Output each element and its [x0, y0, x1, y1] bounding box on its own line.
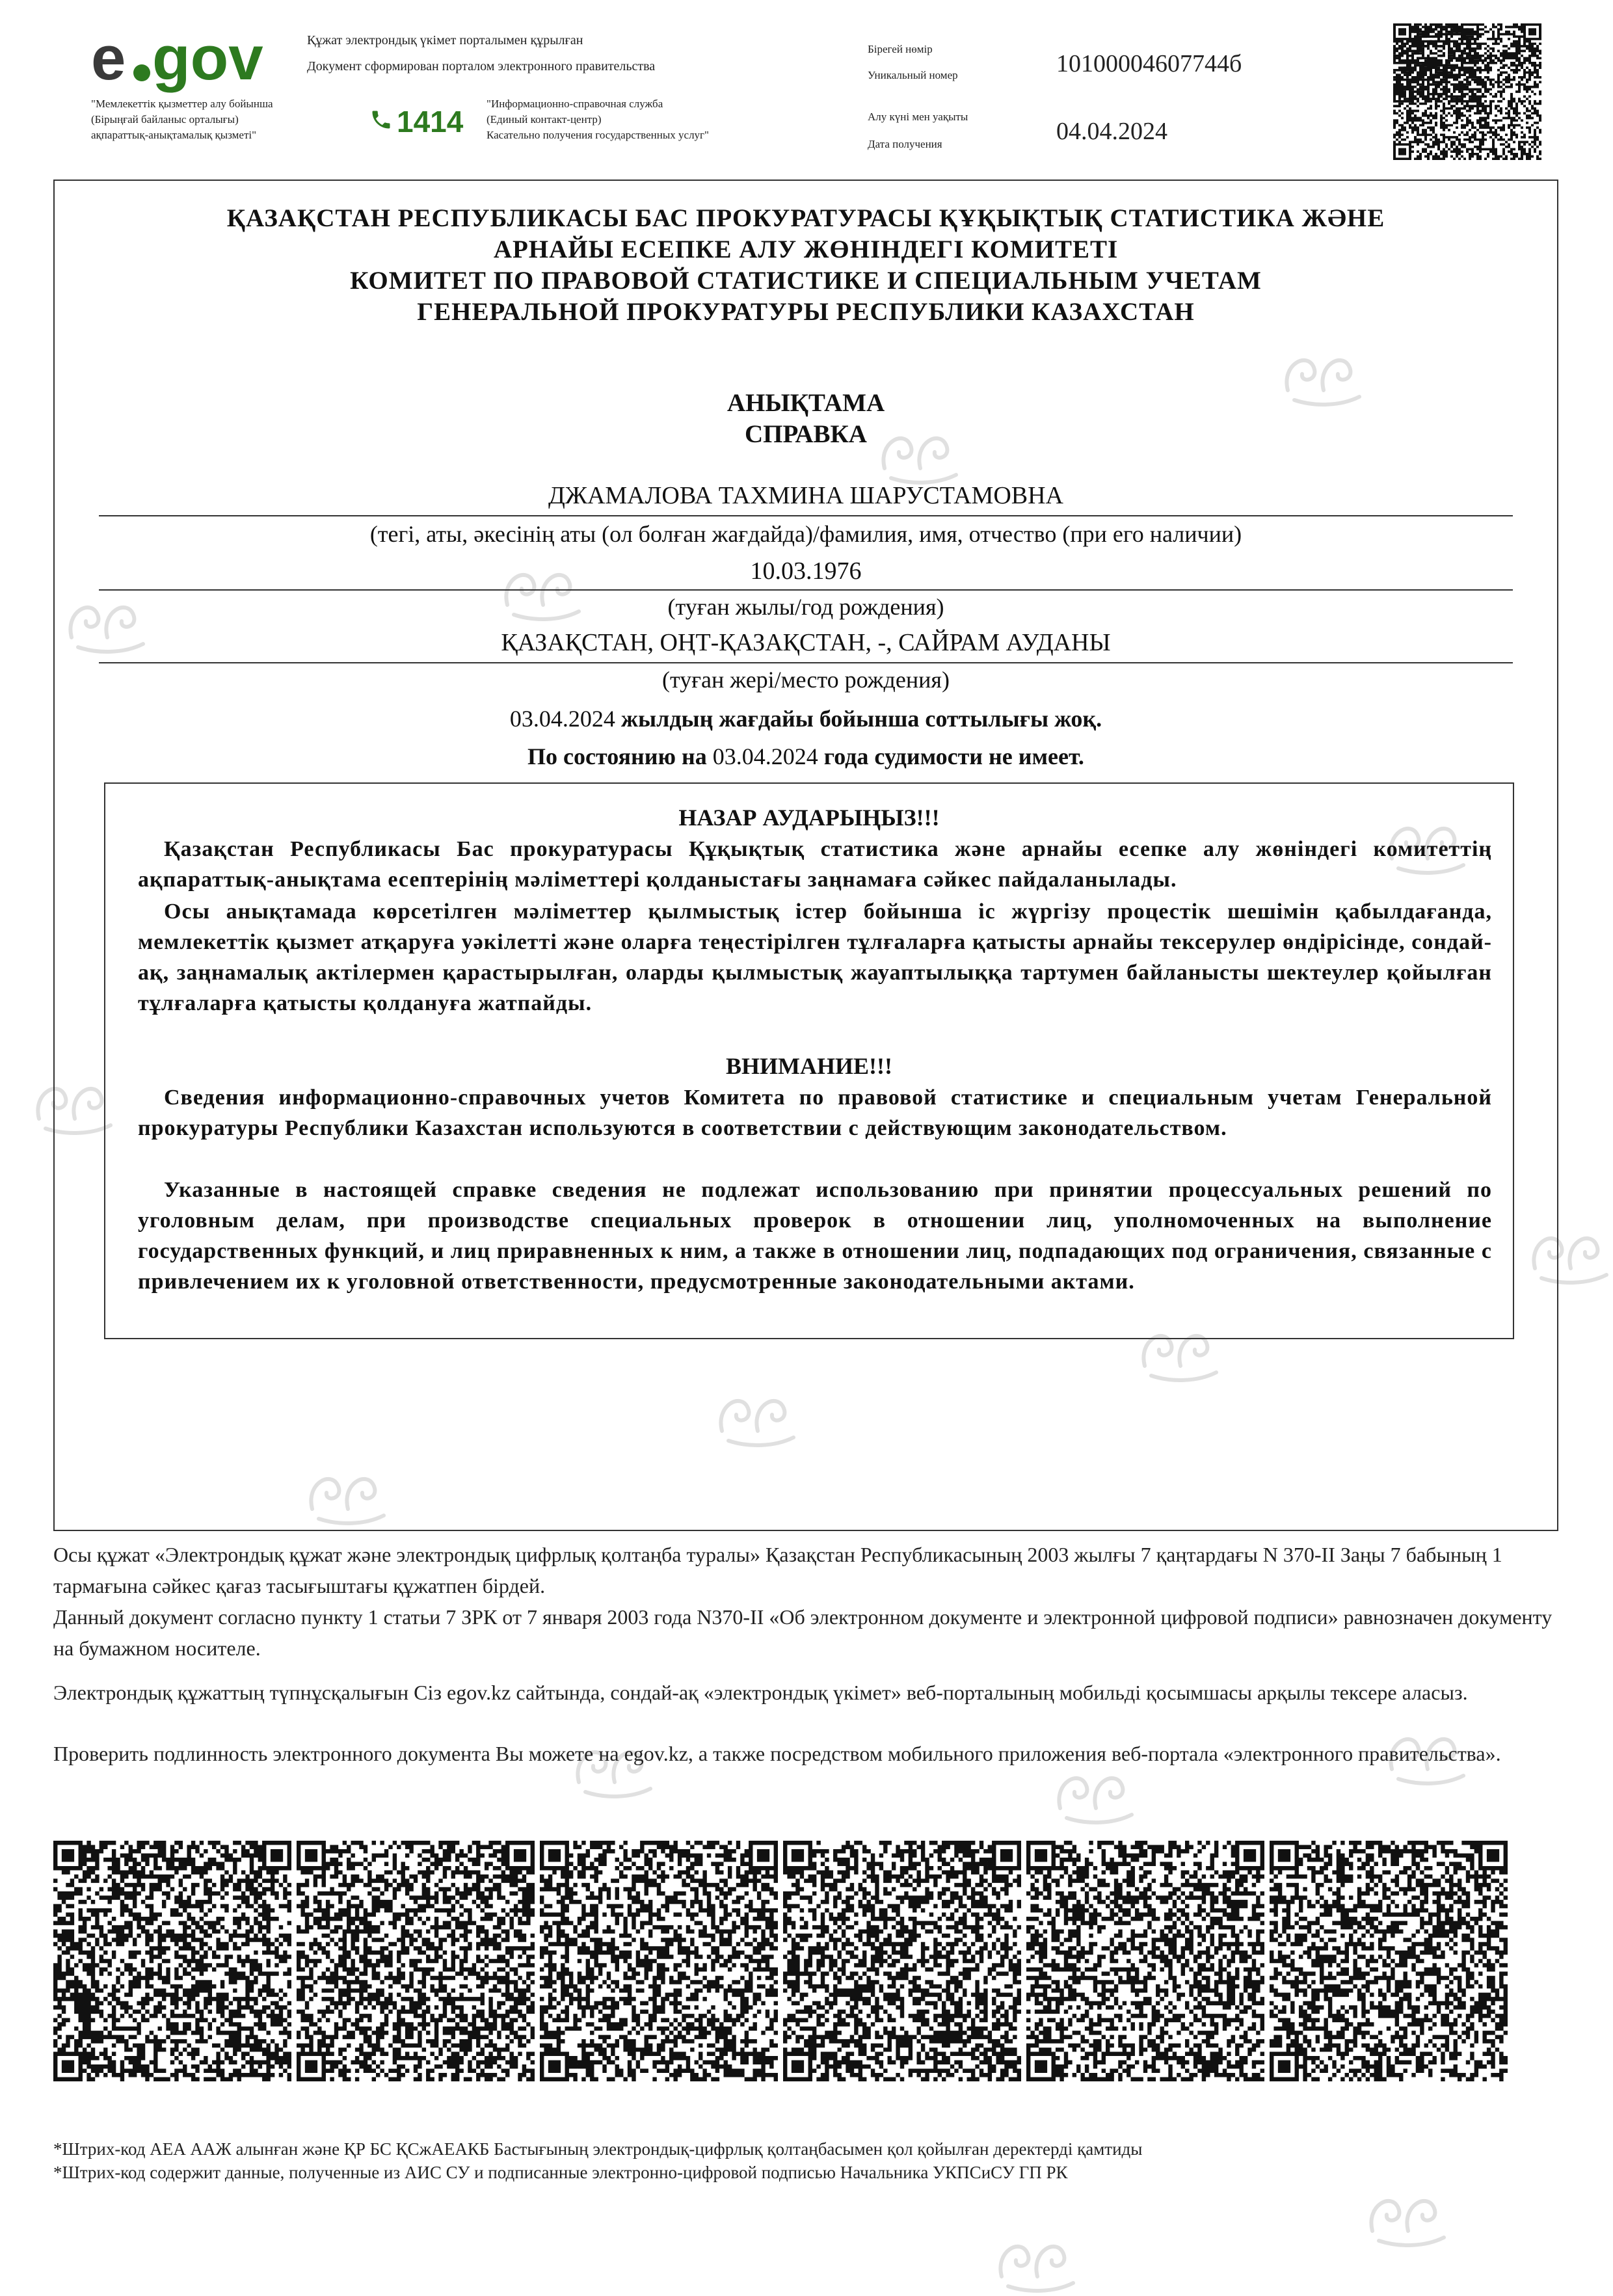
notice-heading-ru: ВНИМАНИЕ!!!: [726, 1053, 892, 1079]
phone-icon: [369, 108, 393, 131]
contact-center-ru-2: (Единый контакт-центр): [487, 113, 602, 126]
contact-center-ru-3: Касательно получения государственных услуг": [487, 129, 709, 141]
svg-text:e: e: [91, 23, 126, 93]
qr-code-1: [53, 1841, 291, 2081]
person-name-caption: (тегі, аты, әкесінің аты (ол болған жағдайда)/фамилия, имя, отчество (при его наличии): [369, 521, 1242, 547]
committee-title-2: АРНАЙЫ ЕСЕПКЕ АЛУ ЖӨНІНДЕГІ КОМИТЕТІ: [493, 235, 1119, 263]
verify-note-ru: Проверить подлинность электронного документа Вы можете на egov.kz, а также посредством мобильного приложения веб-портала «электронного правительства».: [53, 1742, 1501, 1765]
status-kk-text: жылдың жағдайы бойынша соттылығы жоқ.: [615, 706, 1102, 732]
contact-center-kk-1: "Мемлекеттік қызметтер алу бойынша: [91, 98, 273, 110]
uid-label-ru: Уникальный номер: [868, 69, 958, 81]
status-ru-prefix: По состоянию на: [527, 743, 713, 769]
doc-title-kk: АНЫҚТАМА: [727, 389, 885, 417]
birth-date: 10.03.1976: [750, 557, 862, 585]
watermark-ornament-icon: [1359, 2179, 1457, 2250]
contact-center-kk-3: ақпараттық-анықтамалық қызметі": [91, 129, 257, 141]
committee-title-4: ГЕНЕРАЛЬНОЙ ПРОКУРАТУРЫ РЕСПУБЛИКИ КАЗАХСТАН: [417, 298, 1195, 326]
watermark-ornament-icon: [989, 2224, 1086, 2296]
qr-code-3: [540, 1841, 778, 2081]
committee-title-3: КОМИТЕТ ПО ПРАВОВОЙ СТАТИСТИКЕ И СПЕЦИАЛЬНЫМ УЧЕТАМ: [350, 267, 1262, 295]
legal-note-kk: Осы құжат «Электрондық құжат және электрондық цифрлық қолтаңба туралы» Қазақстан Республикасының 2003 жылғы 7 қаңтардағы N 370-II Заңы 7 бабының 1 тармағына сәйкес қағаз тасығыштағы құжатпен бірдей.: [53, 1543, 1502, 1597]
egov-logo: [91, 20, 280, 98]
contact-phone: 1414: [397, 105, 464, 139]
date-label-ru: Дата получения: [868, 138, 942, 150]
legal-note-ru: Данный документ согласно пункту 1 статьи 7 ЗРК от 7 января 2003 года N370-II «Об электронном документе и электронной цифровой подписи» равнозначен документу на бумажном носителе.: [53, 1605, 1553, 1660]
status-kk-date: 03.04.2024: [509, 706, 615, 732]
birth-place-caption: (туған жері/место рождения): [662, 667, 950, 693]
portal-note-kk: Құжат электрондық үкімет порталымен құрылған: [307, 33, 583, 47]
contact-center-kk-2: (Бірыңғай байланыс орталығы): [91, 113, 239, 126]
date-label-kk: Алу күні мен уақыты: [868, 111, 968, 123]
birth-place: ҚАЗАҚСТАН, ОҢТ-ҚАЗАҚСТАН, -, САЙРАМ АУДАНЫ: [501, 629, 1111, 656]
notice-kk-paragraph-1: Қазақстан Республикасы Бас прокуратурасы Құқықтық статистика және арнайы есепке алу жөніндегі комитеттің ақпараттық-анықтама есептерінің мәліметтері қолданыстағы заңнамаға сәйкес пайдаланылады.: [138, 837, 1492, 892]
divider: [99, 662, 1513, 663]
svg-text:gov: gov: [152, 23, 263, 93]
qr-code-2: [297, 1841, 535, 2081]
barcode-note-ru: *Штрих-код содержит данные, полученные из АИС СУ и подписанные электронно-цифровой подписью Начальника УКПСиСУ ГП РК: [53, 2163, 1068, 2182]
status-ru-date: 03.04.2024: [712, 743, 818, 769]
date-value: 04.04.2024: [1056, 118, 1167, 145]
status-ru-suffix: года судимости не имеет.: [818, 743, 1084, 769]
divider: [99, 515, 1513, 516]
barcode-note-kk: *Штрих-код АЕА ААЖ алынған және ҚР БС ҚСжАЕАКБ Бастығының электрондық-цифрлық қолтаңбасымен қол қойылған деректерді қамтиды: [53, 2139, 1143, 2159]
divider: [99, 589, 1513, 591]
uid-value: 10100004607744б: [1056, 50, 1242, 77]
qr-code-5: [1026, 1841, 1264, 2081]
qr-code-header: [1393, 23, 1541, 160]
birth-date-caption: (туған жылы/год рождения): [667, 594, 944, 620]
notice-ru-paragraph-1: Сведения информационно-справочных учетов Комитета по правовой статистике и специальным учетам Генеральной прокуратуры Республики Казахстан используются в соответствии с действующим законодательством.: [138, 1086, 1492, 1140]
verify-note-kk: Электрондық құжаттың түпнұсқалығын Сіз egov.kz сайтында, сондай-ақ «электрондық үкімет» веб-порталының мобильді қосымшасы арқылы тексере аласыз.: [53, 1681, 1468, 1704]
portal-note-ru: Документ сформирован порталом электронного правительства: [307, 59, 656, 73]
qr-code-6: [1270, 1841, 1508, 2081]
notice-ru-paragraph-2: Указанные в настоящей справке сведения не подлежат использованию при принятии процессуальных решений по уголовным делам, при производстве специальных проверок в отношении лиц, уполномоченных на выполнение государственных функций, и лиц приравненных к ним, а также в отношении лиц, подпадающих под ограничения, связанные с привлечением их к уголовной ответственности, предусмотренные законодательными актами.: [138, 1178, 1492, 1294]
committee-title-1: ҚАЗАҚСТАН РЕСПУБЛИКАСЫ БАС ПРОКУРАТУРАСЫ ҚҰҚЫҚТЫҚ СТАТИСТИКА ЖӘНЕ: [226, 204, 1385, 232]
notice-heading-kk: НАЗАР АУДАРЫҢЫЗ!!!: [678, 805, 940, 831]
uid-label-kk: Бірегей нөмір: [868, 43, 933, 55]
status-kk: [53, 705, 1558, 732]
contact-center-ru-1: "Информационно-справочная служба: [487, 98, 663, 110]
person-name: ДЖАМАЛОВА ТАХМИНА ШАРУСТАМОВНА: [548, 482, 1063, 509]
doc-title-ru: СПРАВКА: [745, 420, 867, 448]
qr-code-4: [783, 1841, 1021, 2081]
status-ru: [53, 743, 1558, 770]
notice-kk-paragraph-2: Осы анықтамада көрсетілген мәліметтер қылмыстық істер бойынша іс жүргізу процестік шешімін қабылдағанда, мемлекеттік қызмет атқаруға уәкілетті және оларға теңестірілген тұлғаларға қатысты арнайы тексерулер өндірісінде, сондай-ақ, заңнамалық актілермен қарастырылған, оларды қылмыстық жауаптылыққа тартумен байланысты шектеулер қойылған тұлғаларға қатысты қолдануға жатпайды.: [138, 900, 1492, 1015]
